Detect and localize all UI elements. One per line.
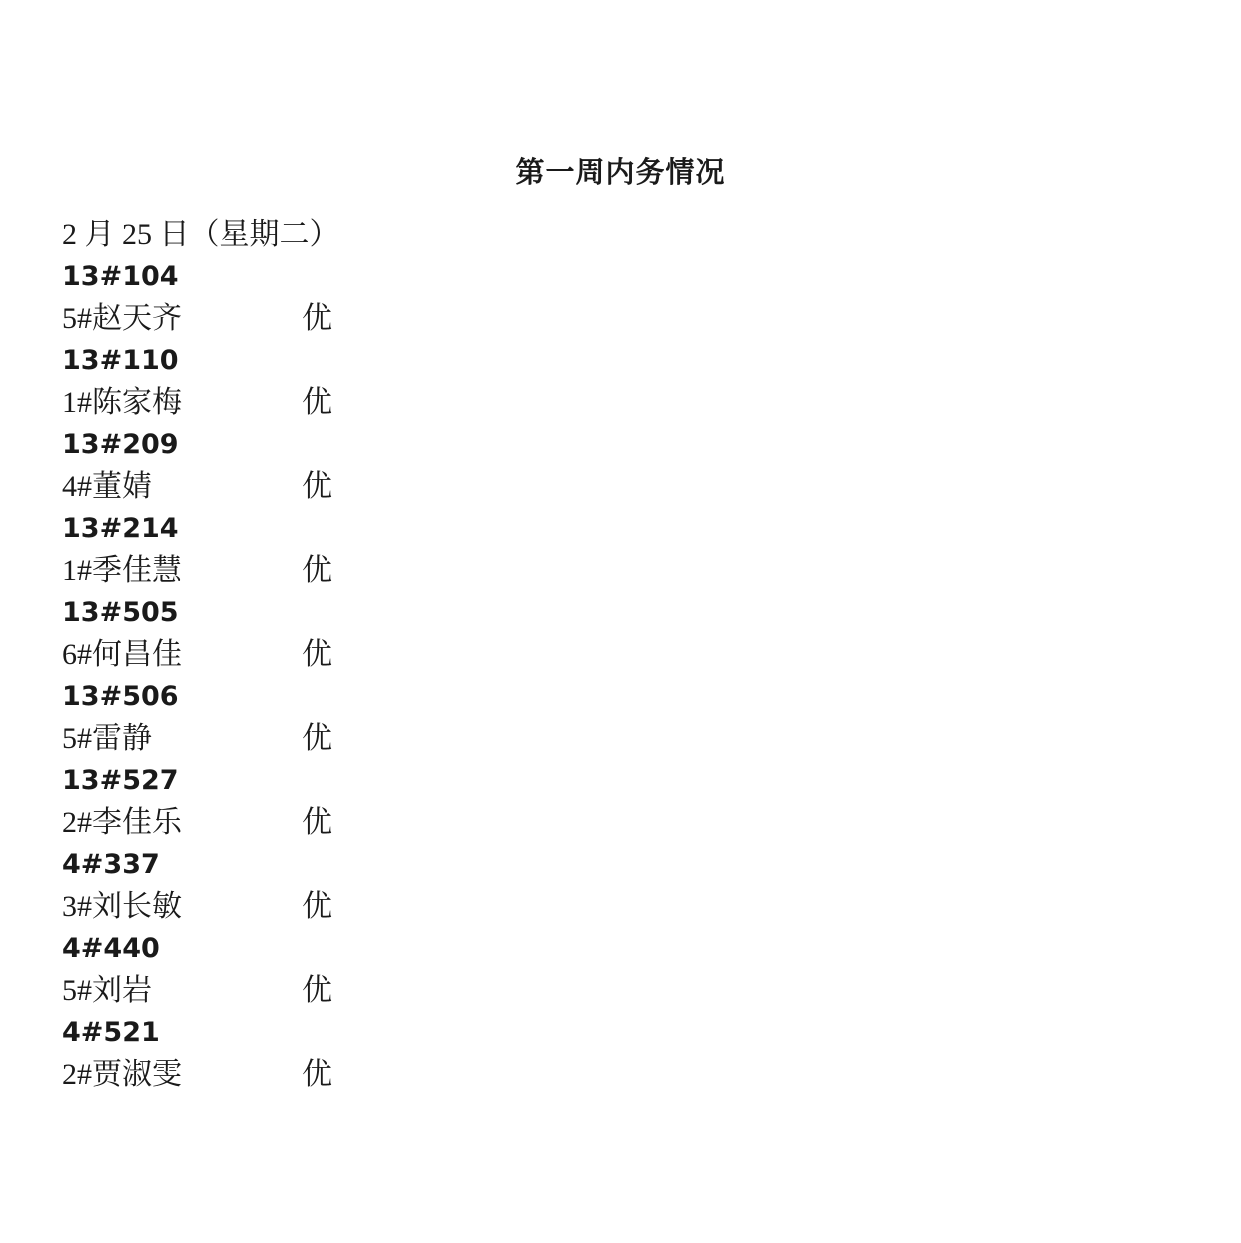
- room-number: 13#104: [62, 261, 179, 292]
- grade-value: 优: [302, 974, 332, 1007]
- document-body: [62, 214, 962, 1096]
- list-item: [62, 298, 962, 340]
- room-number: 4#337: [62, 849, 160, 880]
- grade-value: 优: [302, 722, 332, 755]
- grade-value: 优: [302, 806, 332, 839]
- person-name: 5#雷静: [62, 722, 152, 755]
- person-name: 4#董婧: [62, 470, 152, 503]
- person-name: 1#季佳慧: [62, 554, 182, 587]
- room-number: 13#110: [62, 345, 179, 376]
- person-name: 2#贾淑雯: [62, 1058, 182, 1091]
- list-item: [62, 1054, 962, 1096]
- entry-list: [62, 256, 962, 1096]
- grade-value: 优: [302, 470, 332, 503]
- room-number: 13#505: [62, 597, 179, 628]
- list-item: [62, 802, 962, 844]
- grade-value: 优: [302, 554, 332, 587]
- list-item: [62, 466, 962, 508]
- person-name: 3#刘长敏: [62, 890, 182, 923]
- room-number: 13#209: [62, 429, 179, 460]
- room-number: 4#440: [62, 933, 160, 964]
- person-name: 1#陈家梅: [62, 386, 182, 419]
- grade-value: 优: [302, 638, 332, 671]
- list-item: [62, 382, 962, 424]
- grade-value: 优: [302, 302, 332, 335]
- person-name: 2#李佳乐: [62, 806, 182, 839]
- room-number: 4#521: [62, 1017, 160, 1048]
- person-name: 5#刘岩: [62, 974, 152, 1007]
- grade-value: 优: [302, 1058, 332, 1091]
- list-item: [62, 718, 962, 760]
- page-title: 第一周内务情况: [515, 155, 726, 189]
- list-item: [62, 550, 962, 592]
- grade-value: 优: [302, 890, 332, 923]
- date-line: 2 月 25 日（星期二）: [62, 218, 340, 251]
- grade-value: 优: [302, 386, 332, 419]
- room-number: 13#527: [62, 765, 179, 796]
- room-number: 13#506: [62, 681, 179, 712]
- list-item: [62, 634, 962, 676]
- person-name: 6#何昌佳: [62, 638, 182, 671]
- room-number: 13#214: [62, 513, 179, 544]
- list-item: [62, 970, 962, 1012]
- person-name: 5#赵天齐: [62, 302, 182, 335]
- list-item: [62, 886, 962, 928]
